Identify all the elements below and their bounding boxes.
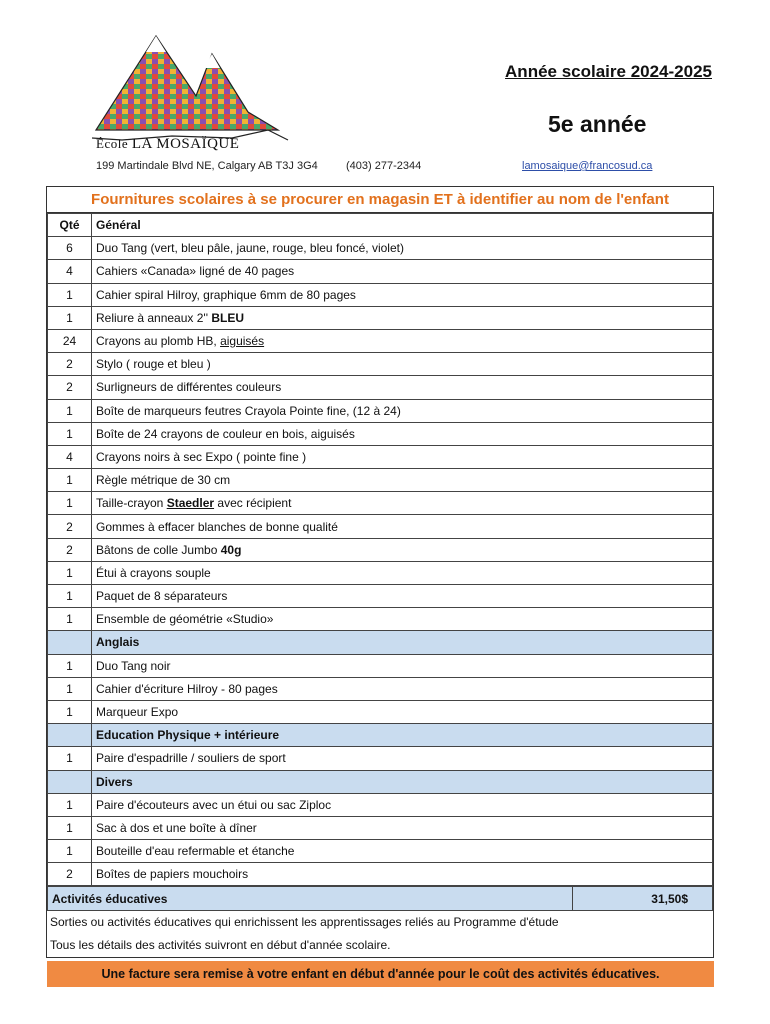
supply-row (48, 608, 713, 631)
supply-row (48, 422, 713, 445)
supply-list (46, 186, 714, 958)
item-qty: 1 (48, 399, 92, 422)
supply-row (48, 353, 713, 376)
item-description: Ensemble de géométrie «Studio» (92, 608, 713, 631)
item-qty: 6 (48, 237, 92, 260)
item-description: Paire d'écouteurs avec un étui ou sac Ziploc (92, 793, 713, 816)
item-description: Stylo ( rouge et bleu ) (92, 353, 713, 376)
item-qty: 1 (48, 747, 92, 770)
item-qty: 1 (48, 608, 92, 631)
item-qty: 4 (48, 445, 92, 468)
supply-row (48, 747, 713, 770)
item-description: Marqueur Expo (92, 700, 713, 723)
supply-row (48, 492, 713, 515)
item-description: Cahiers «Canada» ligné de 40 pages (92, 260, 713, 283)
supply-row (48, 329, 713, 352)
item-text-part: aiguisés (220, 334, 265, 349)
item-description: Boîte de marqueurs feutres Crayola Pointe fine, (12 à 24) (92, 399, 713, 422)
school-title: LA MOSAÏQUE (131, 136, 240, 152)
item-qty: 1 (48, 561, 92, 584)
activities-label: Activités éducatives (48, 887, 573, 910)
item-qty: 2 (48, 376, 92, 399)
supply-row (48, 260, 713, 283)
activities-note-1: Sorties ou activités éducatives qui enrichissent les apprentissages reliés au Programme d'étude (50, 914, 559, 929)
item-description: Gommes à effacer blanches de bonne qualité (92, 515, 713, 538)
item-description (92, 492, 713, 515)
item-description: Cahier d'écriture Hilroy - 80 pages (92, 677, 713, 700)
grade-title: 5e année (548, 111, 647, 137)
item-qty: 2 (48, 353, 92, 376)
section-label: Divers (92, 770, 713, 793)
edphys-header-row (48, 724, 713, 747)
supply-row (48, 677, 713, 700)
item-description: Sac à dos et une boîte à dîner (92, 816, 713, 839)
supply-row (48, 561, 713, 584)
anglais-header-row (48, 631, 713, 654)
qty-header: Qté (48, 214, 92, 237)
supply-row (48, 376, 713, 399)
general-header-row (48, 214, 713, 237)
item-text-part: avec récipient (214, 496, 292, 511)
item-text-part: Reliure à anneaux 2'' (96, 310, 212, 325)
item-qty: 24 (48, 329, 92, 352)
item-qty: 1 (48, 283, 92, 306)
item-description: Surligneurs de différentes couleurs (92, 376, 713, 399)
supply-row (48, 445, 713, 468)
divers-header-row (48, 770, 713, 793)
section-label: Général (92, 214, 713, 237)
section-label: Anglais (92, 631, 713, 654)
item-text-part: Crayons au plomb HB, (96, 334, 221, 349)
item-qty: 1 (48, 677, 92, 700)
school-name (96, 136, 239, 153)
supply-table (47, 213, 713, 886)
item-description: Paquet de 8 séparateurs (92, 585, 713, 608)
item-description: Règle métrique de 30 cm (92, 469, 713, 492)
item-description: Paire d'espadrille / souliers de sport (92, 747, 713, 770)
item-qty: 2 (48, 538, 92, 561)
supply-row (48, 538, 713, 561)
supply-row (48, 840, 713, 863)
list-banner: Fournitures scolaires à se procurer en magasin ET à identifier au nom de l'enfant (47, 187, 713, 213)
activities-note-2: Tous les détails des activités suivront en début d'année scolaire. (50, 937, 391, 952)
activities-table (47, 886, 713, 910)
item-qty: 1 (48, 816, 92, 839)
item-description: Boîtes de papiers mouchoirs (92, 863, 713, 886)
item-qty: 1 (48, 306, 92, 329)
item-description: Étui à crayons souple (92, 561, 713, 584)
qty-header (48, 770, 92, 793)
item-qty: 1 (48, 793, 92, 816)
item-description (92, 329, 713, 352)
school-phone: (403) 277-2344 (346, 160, 422, 172)
qty-header (48, 631, 92, 654)
school-address: 199 Martindale Blvd NE, Calgary AB T3J 3G4 (96, 160, 318, 172)
supply-row (48, 283, 713, 306)
item-description: Duo Tang (vert, bleu pâle, jaune, rouge, bleu foncé, violet) (92, 237, 713, 260)
item-qty: 1 (48, 492, 92, 515)
item-description: Boîte de 24 crayons de couleur en bois, aiguisés (92, 422, 713, 445)
item-qty: 1 (48, 700, 92, 723)
section-label: Education Physique + intérieure (92, 724, 713, 747)
supply-row (48, 816, 713, 839)
item-description: Duo Tang noir (92, 654, 713, 677)
item-description: Cahier spiral Hilroy, graphique 6mm de 80 pages (92, 283, 713, 306)
item-text-part: 40g (220, 542, 242, 557)
item-description (92, 306, 713, 329)
item-description: Crayons noirs à sec Expo ( pointe fine ) (92, 445, 713, 468)
item-qty: 2 (48, 515, 92, 538)
school-year: Année scolaire 2024-2025 (505, 62, 712, 81)
activities-row (48, 887, 713, 910)
item-text-part: Taille-crayon (96, 496, 167, 511)
supply-row (48, 306, 713, 329)
item-qty: 1 (48, 840, 92, 863)
item-qty: 1 (48, 422, 92, 445)
supply-row (48, 399, 713, 422)
activities-price: 31,50$ (573, 887, 713, 910)
item-qty: 1 (48, 654, 92, 677)
item-text-part: Bâtons de colle Jumbo (96, 542, 221, 557)
item-text-part: Staedler (166, 496, 215, 511)
supply-row (48, 793, 713, 816)
item-qty: 4 (48, 260, 92, 283)
item-qty: 2 (48, 863, 92, 886)
school-email-link[interactable]: lamosaique@francosud.ca (522, 160, 653, 172)
supply-row (48, 237, 713, 260)
supply-row (48, 654, 713, 677)
item-qty: 1 (48, 469, 92, 492)
qty-header (48, 724, 92, 747)
school-prefix: École (96, 136, 129, 151)
item-description (92, 538, 713, 561)
supply-row (48, 469, 713, 492)
item-description: Bouteille d'eau refermable et étanche (92, 840, 713, 863)
supply-row (48, 585, 713, 608)
supply-row (48, 863, 713, 886)
supply-row (48, 515, 713, 538)
invoice-notice: Une facture sera remise à votre enfant en début d'année pour le coût des activités éducatives. (47, 961, 714, 987)
item-text-part: BLEU (211, 310, 244, 325)
item-qty: 1 (48, 585, 92, 608)
supply-row (48, 700, 713, 723)
